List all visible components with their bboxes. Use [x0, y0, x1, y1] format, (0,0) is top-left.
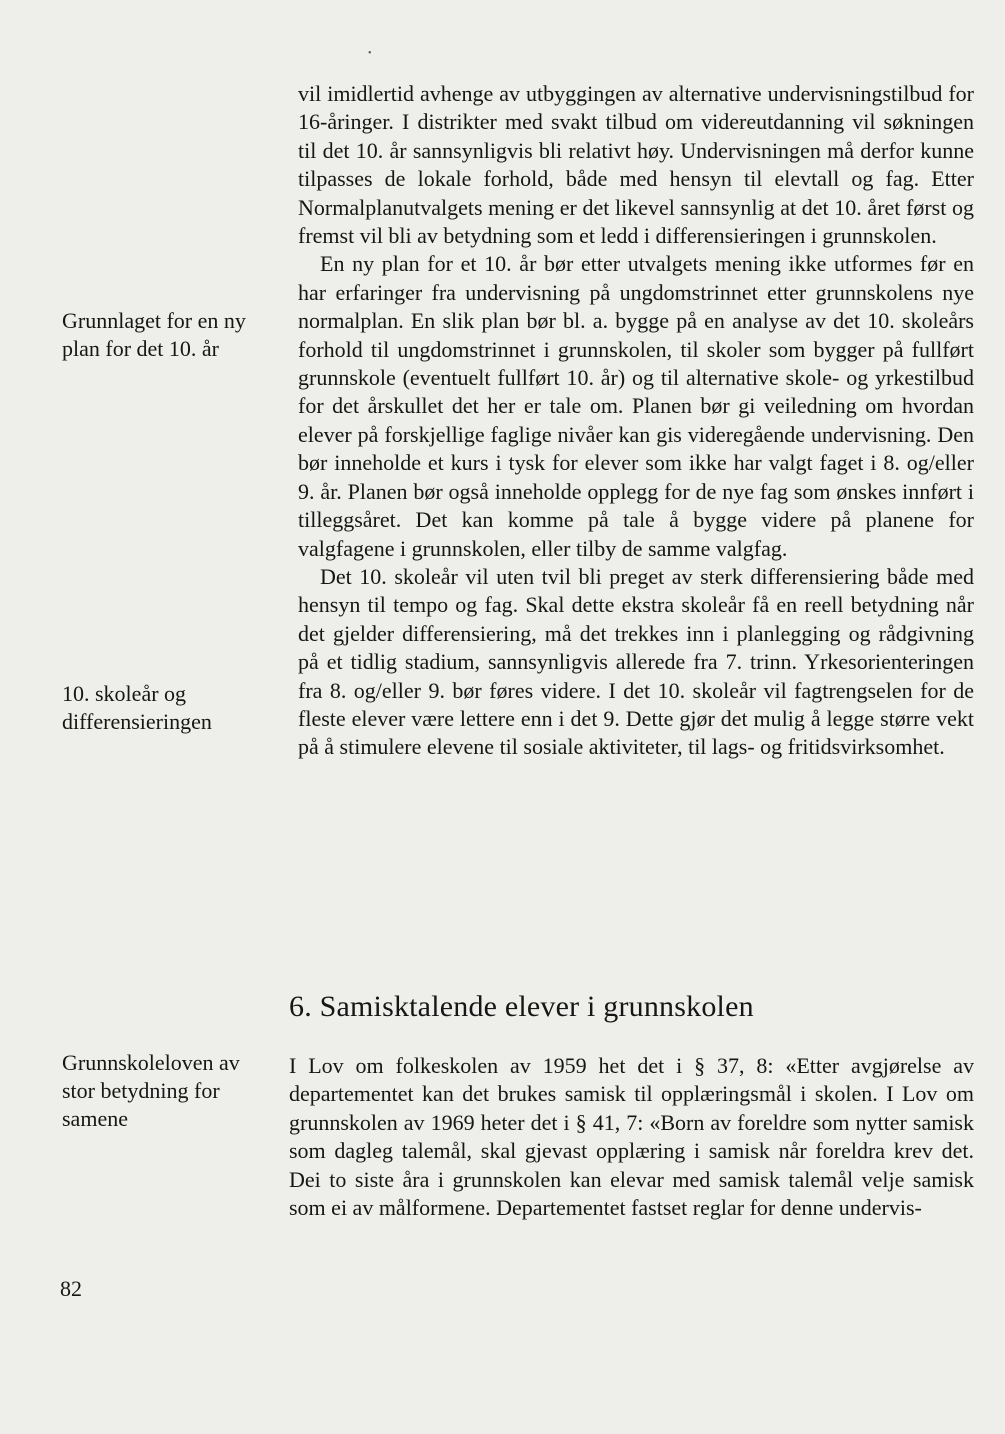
paragraph-lov: I Lov om folkeskolen av 1959 het det i § 37, 8: «Etter avgjørelse av departementet kan det brukes samisk til opplæringsmål i skolen. I Lov om grunnskolen av 1969 heter det i § 41, 7: «Born av foreldre som nytter samisk som dagleg talemål, skal gjevast opplæring i samisk når foreldra krev det. Dei to siste åra i grunnskolen kan elevar med samisk talemål velje samisk som ei av målformene. Departementet fastset reglar for denne undervis-: [289, 1053, 974, 1221]
paragraph-skolear: Det 10. skoleår vil uten tvil bli preget av sterk differensiering både med hensyn til tempo og fag. Skal dette ekstra skoleår få en reell betydning når det gjelder differensiering, må det trekkes inn i planlegging og rådgivning på et tidlig stadium, sannsynligvis allerede fra 7. trinn. Yrkesorienteringen fra 8. og/eller 9. bør føres videre. I det 10. skoleår vil fagtrengselen for de fleste elever være lettere enn i det 9. Dette gjør det mulig å legge større vekt på å stimulere elevene til sosiale aktiviteter, til lags- og fritidsvirksomhet.: [298, 563, 974, 760]
margin-note-grunnskoleloven: Grunnskoleloven av stor betydning for samene: [62, 1050, 240, 1131]
paragraph-continuation: vil imidlertid avhenge av utbyggingen av alternative undervisningstilbud for 16-åringer. I distrikter med svakt tilbud om videreutdanning vil søkningen til det 10. år sannsynligvis bli relativt høy. Undervisningen må derfor kunne tilpasses de lokale forhold, både med hensyn til elevtall og fag. Etter Normalplanutvalgets mening er det likevel sannsynlig at det 10. året først og fremst vil bli av betydning som et ledd i differensieringen i grunnskolen.: [298, 81, 974, 249]
print-speck: •: [368, 48, 372, 59]
page-number: 82: [60, 1276, 82, 1301]
paragraph-ny-plan: En ny plan for et 10. år bør etter utvalgets mening ikke utformes før en har erfaringer fra undervisning på ungdomstrinnet etter grunnskolens nye normalplan. En slik plan bør bl. a. bygge på en analyse av det 10. skoleårs forhold til ungdomstrinnet i grunnskolen, til skoler som bygger på fullført grunnskole (eventuelt fullført 10. år) og til alternative skole- og yrkestilbud for det årskullet det her er tale om. Planen bør gi veiledning om hvordan elever på forskjellige faglige nivåer kan gis videregående undervisning. Den bør inneholde et kurs i tysk for elever som ikke har valgt faget i 8. og/eller 9. år. Planen bør også inneholde opplegg for de nye fag som ønskes innført i tilleggsåret. Det kan komme på tale å bygge videre på planene for valgfagene i grunnskolen, eller tilby de samme valgfag.: [298, 251, 974, 561]
body-text-upper: [298, 80, 974, 762]
margin-note-differensiering: 10. skoleår og differensieringen: [62, 681, 212, 734]
margin-note-grunnlaget: Grunnlaget for en ny plan for det 10. år: [62, 308, 246, 361]
body-text-lower: [289, 1052, 974, 1222]
section-heading: 6. Samisktalende elever i grunnskolen: [289, 990, 754, 1023]
